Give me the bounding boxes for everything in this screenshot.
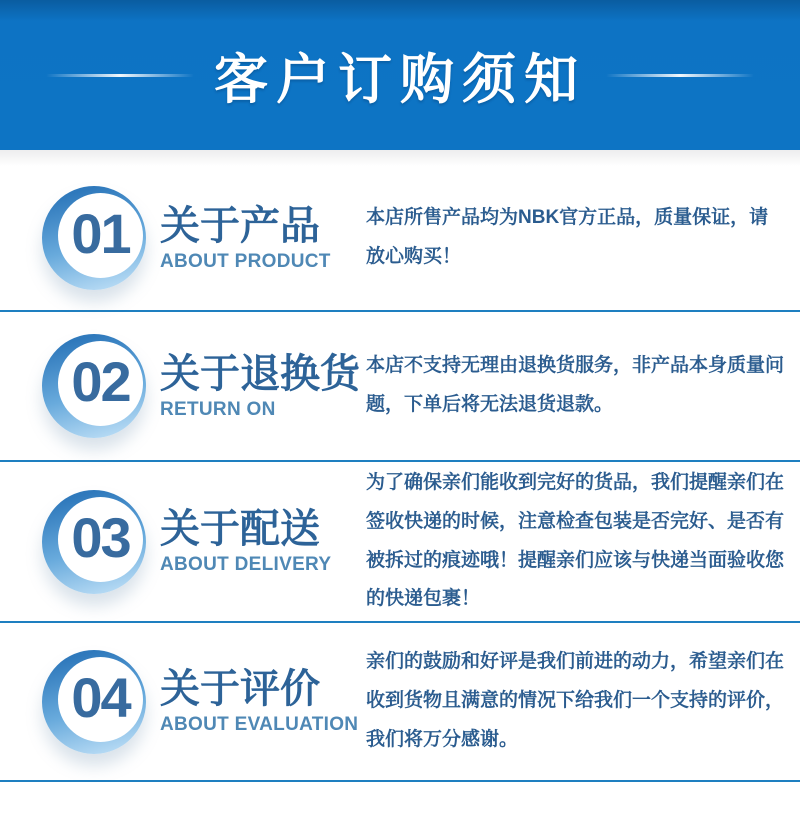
header-decor-line-left (46, 74, 194, 77)
section-number-badge (42, 490, 146, 594)
section-subtitle: ABOUT PRODUCT (160, 250, 331, 272)
section-text: 本店不支持无理由退换货服务，非产品本身质量问题，下单后将无法退货退款。 (366, 355, 785, 415)
footer-whitespace (0, 782, 800, 836)
page-title: 客户订购须知 (214, 49, 586, 110)
section-title-block (160, 667, 362, 736)
section-text: 亲们的鼓励和好评是我们前进的动力，希望亲们在收到货物且满意的情况下给我们一个支持的评价，我们将万分感谢。 (366, 651, 785, 750)
section-text: 本店所售产品均为NBK官方正品，质量保证，请放心购买！ (366, 207, 769, 267)
section-number: 03 (71, 505, 130, 569)
section-return-policy (0, 312, 800, 462)
section-title-block (160, 352, 362, 421)
section-evaluation (0, 623, 800, 782)
section-about-product (0, 166, 800, 312)
badge-inner-disc (58, 497, 143, 582)
badge-inner-disc (58, 193, 143, 278)
section-title-block (160, 507, 362, 576)
badge-inner-disc (58, 657, 143, 742)
banner-shadow-fade (0, 150, 800, 166)
badge-inner-disc (58, 341, 143, 426)
section-text: 为了确保亲们能收到完好的货品，我们提醒亲们在签收快递的时候，注意检查包装是否完好、是否有被拆过的痕迹哦！提醒亲们应该与快递当面验收您的快递包裹！ (366, 471, 785, 610)
section-subtitle: RETURN ON (160, 398, 276, 420)
section-subtitle: ABOUT EVALUATION (160, 714, 359, 735)
section-title-block (160, 204, 362, 273)
section-subtitle: ABOUT DELIVERY (160, 554, 332, 575)
section-number: 02 (71, 350, 130, 413)
section-title: 关于配送 (160, 507, 320, 551)
section-title: 关于产品 (160, 203, 320, 248)
section-number: 01 (71, 202, 130, 265)
section-title: 关于退换货 (160, 351, 360, 396)
section-number-badge (42, 186, 146, 290)
section-title: 关于评价 (160, 667, 320, 711)
header-decor-line-right (606, 74, 754, 77)
section-number: 04 (71, 665, 130, 729)
section-number-badge (42, 334, 146, 438)
header-banner (0, 0, 800, 150)
section-delivery (0, 462, 800, 623)
section-number-badge (42, 650, 146, 754)
